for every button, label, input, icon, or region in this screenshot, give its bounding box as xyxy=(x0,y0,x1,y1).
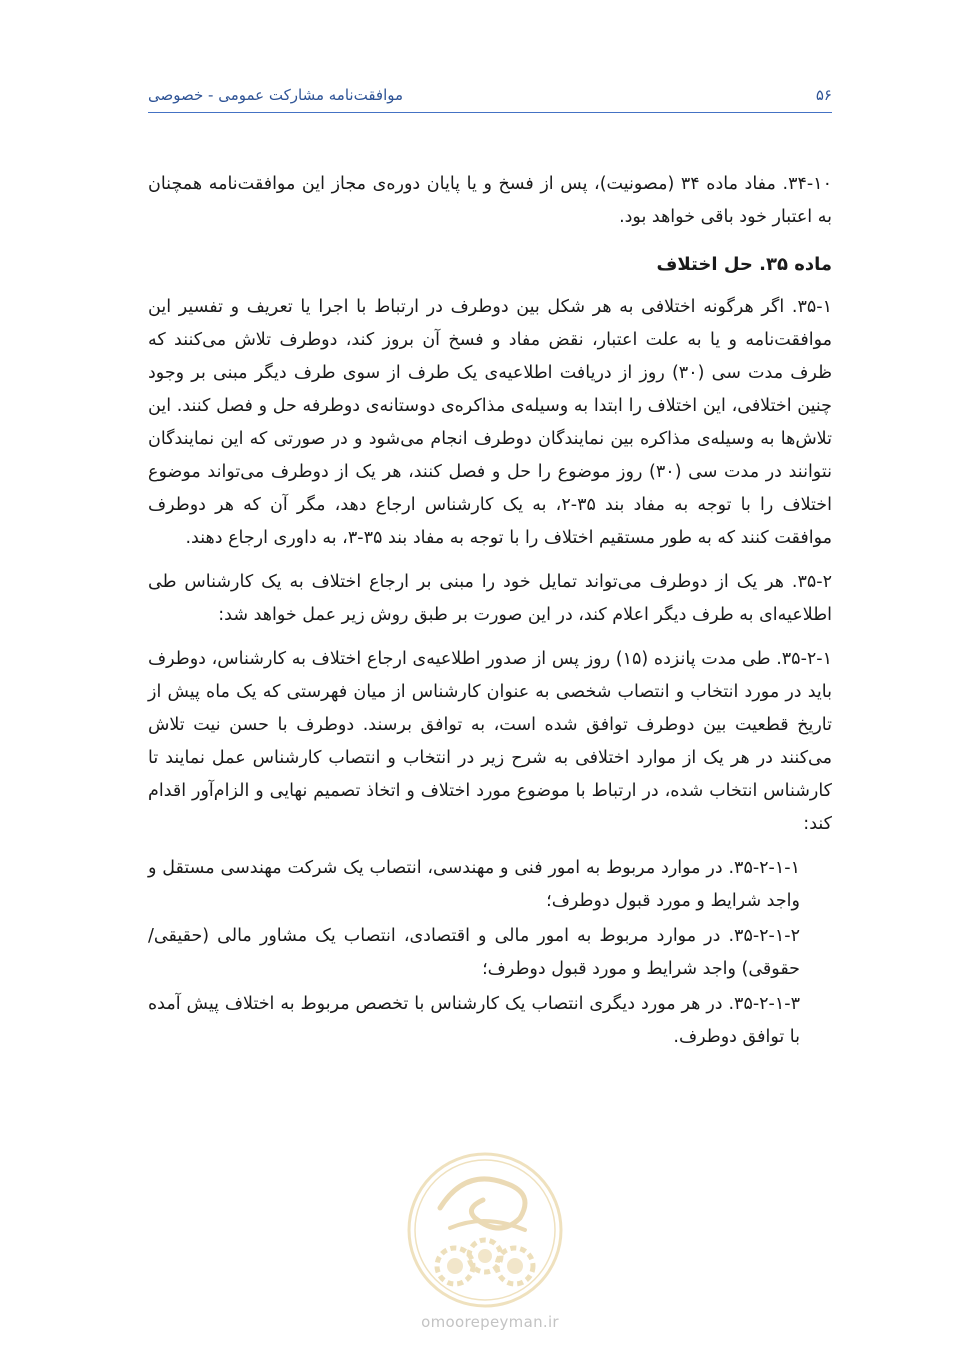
clause-35-2-1-3: ۳۵-۲-۱-۳. در هر مورد دیگری انتصاب یک کارشناس با تخصص مربوط به اختلاف پیش آمده با توافق دوطرف. xyxy=(148,994,800,1047)
clause-35-2-1-2: ۳۵-۲-۱-۲. در موارد مربوط به امور مالی و اقتصادی، انتصاب یک مشاور مالی (حقیقی/حقوقی) واجد شرایط و مورد قبول دوطرف؛ xyxy=(148,926,800,979)
omoor-peyman-seal-icon xyxy=(395,1148,575,1313)
watermark-url: omoorepeyman.ir xyxy=(421,1313,559,1331)
article-35-heading: ماده ۳۵. حل اختلاف xyxy=(656,254,832,275)
page-header xyxy=(148,82,832,113)
document-body xyxy=(148,168,832,1056)
header-title: موافقت‌نامه مشارکت عمومی - خصوصی xyxy=(148,86,404,104)
clause-35-2: ۳۵-۲. هر یک از دوطرف می‌تواند تمایل خود را مبنی بر ارجاع اختلاف به یک کارشناس طی اطلاعیه‌ای به طرف دیگر اعلام کند، در این صورت بر طبق روش زیر عمل خواهد شد: xyxy=(148,572,832,625)
clause-35-2-1-1: ۳۵-۲-۱-۱. در موارد مربوط به امور فنی و مهندسی، انتصاب یک شرکت مهندسی مستقل و واجد شرایط و مورد قبول دوطرف؛ xyxy=(148,858,800,911)
clause-35-1: ۳۵-۱. اگر هرگونه اختلافی به هر شکل بین دوطرف در ارتباط با اجرا یا تعریف و تفسیر این موافقت‌نامه و یا به علت اعتبار، نقض مفاد و فسخ آن بروز کند، دوطرف تلاش می‌کنند که ظرف مدت سی (۳۰) روز از دریافت اطلاعیه‌ی یک طرف از سوی طرف دیگر مبنی بر وجود چنین اختلافی، این اختلاف را ابتدا به وسیله‌ی مذاکره‌ی دوستانه‌ی دوطرفه حل و فصل کنند. این تلاش‌ها به وسیله‌ی مذاکره بین نمایندگان دوطرف انجام می‌شود و در صورتی که این نمایندگان نتوانند در مدت سی (۳۰) روز موضوع را حل و فصل کنند، هر یک از دوطرف می‌تواند موضوع اختلاف را با توجه به مفاد بند ۳۵-۲، به یک کارشناس ارجاع دهد، مگر آن که هر دوطرف موافقت کنند که به طور مستقیم اختلاف را با توجه به مفاد بند ۳۵-۳، به داوری ارجاع دهند. xyxy=(148,297,833,548)
page-number: ۵۶ xyxy=(815,86,832,104)
clause-34-10: ۳۴-۱۰. مفاد ماده ۳۴ (مصونیت)، پس از فسخ و یا پایان دوره‌ی مجاز این موافقت‌نامه همچنان به اعتبار خود باقی خواهد بود. xyxy=(148,174,832,227)
clause-35-2-1: ۳۵-۲-۱. طی مدت پانزده (۱۵) روز پس از صدور اطلاعیه‌ی ارجاع اختلاف به کارشناس، دوطرف باید در مورد انتخاب و انتصاب شخصی به عنوان کارشناس از میان فهرستی که یک ماه پیش از تاریخ قطعیت بین دوطرف توافق شده است، به توافق برسند. دوطرف با حسن نیت تلاش می‌کنند در هر یک از موارد اختلافی به شرح زیر در انتخاب و انتصاب کارشناس عمل نمایند تا کارشناس انتخاب شده، در ارتباط با موضوع مورد اختلاف و اتخاذ تصمیم نهایی و الزام‌آور اقدام کند: xyxy=(148,649,832,834)
